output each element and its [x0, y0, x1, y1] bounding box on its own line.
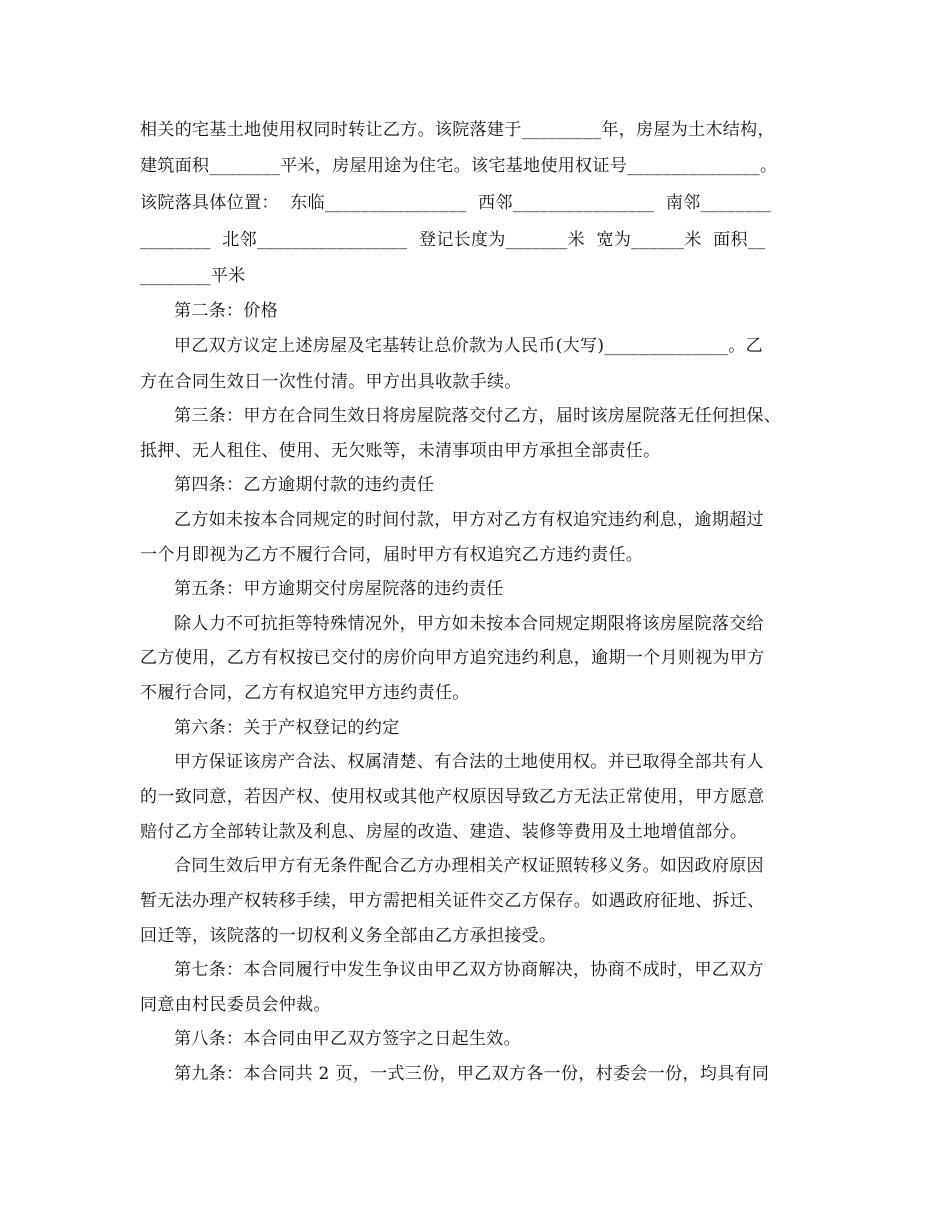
- text-line: 除人力不可抗拒等特殊情况外，甲方如未按本合同规定期限将该房屋院落交给: [174, 614, 764, 634]
- text-line: 合同生效后甲方有无条件配合乙方办理相关产权证照转移义务。如因政府原因: [174, 856, 764, 876]
- text-line: 的一致同意，若因产权、使用权或其他产权原因导致乙方无法正常使用，甲方愿意: [140, 787, 765, 807]
- section-heading: 第七条：本合同履行中发生争议由甲乙双方协商解决，协商不成时，甲乙双方: [174, 960, 764, 980]
- text-line: 相关的宅基土地使用权同时转让乙方。该院落建于_________年，房屋为土木结构，: [140, 120, 775, 140]
- section-heading: 第四条：乙方逾期付款的违约责任: [174, 475, 435, 495]
- section-heading: 第八条：本合同由甲乙双方签字之日起生效。: [174, 1029, 521, 1049]
- section-heading: 第九条：本合同共 2 页，一式三份，甲乙双方各一份，村委会一份，均具有同: [174, 1064, 770, 1084]
- text-line: 回迁等，该院落的一切权利义务全部由乙方承担接受。: [140, 926, 557, 946]
- section-heading: 第三条：甲方在合同生效日将房屋院落交付乙方，届时该房屋院落无任何担保、: [174, 406, 782, 426]
- text-line: 建筑面积________平米，房屋用途为住宅。该宅基地使用权证号_______________。: [140, 156, 778, 176]
- text-line: 抵押、无人租住、使用、无欠账等，未清事项由甲方承担全部责任。: [140, 441, 661, 461]
- text-line: ________平米: [140, 266, 246, 286]
- text-line: 一个月即视为乙方不履行合同，届时甲方有权追究乙方违约责任。: [140, 545, 644, 565]
- text-line: 赔付乙方全部转让款及利息、房屋的改造、建造、装修等费用及土地增值部分。: [140, 822, 748, 842]
- text-line: 不履行合同，乙方有权追究甲方违约责任。: [140, 683, 470, 703]
- text-line: ________ 北邻_________________ 登记长度为_______米 宽为______米 面积__: [140, 230, 766, 250]
- text-line: 乙方如未按本合同规定的时间付款，甲方对乙方有权追究违约利息，逾期超过: [174, 510, 764, 530]
- text-line: 同意由村民委员会仲裁。: [140, 995, 331, 1015]
- text-line: 乙方使用，乙方有权按已交付的房价向甲方追究违约利息，逾期一个月则视为甲方: [140, 648, 765, 668]
- text-line: 暂无法办理产权转移手续，甲方需把相关证件交乙方保存。如遇政府征地、拆迁、: [140, 891, 765, 911]
- text-line: 甲方保证该房产合法、权属清楚、有合法的土地使用权。并已取得全部共有人: [174, 752, 764, 772]
- text-line: 该院落具体位置： 东临________________ 西邻________________ 南邻________: [140, 193, 772, 213]
- text-line: 甲乙双方议定上述房屋及宅基转让总价款为人民币(大写)______________。乙: [174, 336, 763, 356]
- text-line: 方在合同生效日一次性付清。甲方出具收款手续。: [140, 372, 522, 392]
- section-heading: 第二条：价格: [174, 301, 279, 321]
- section-heading: 第六条：关于产权登记的约定: [174, 718, 400, 738]
- section-heading: 第五条：甲方逾期交付房屋院落的违约责任: [174, 579, 504, 599]
